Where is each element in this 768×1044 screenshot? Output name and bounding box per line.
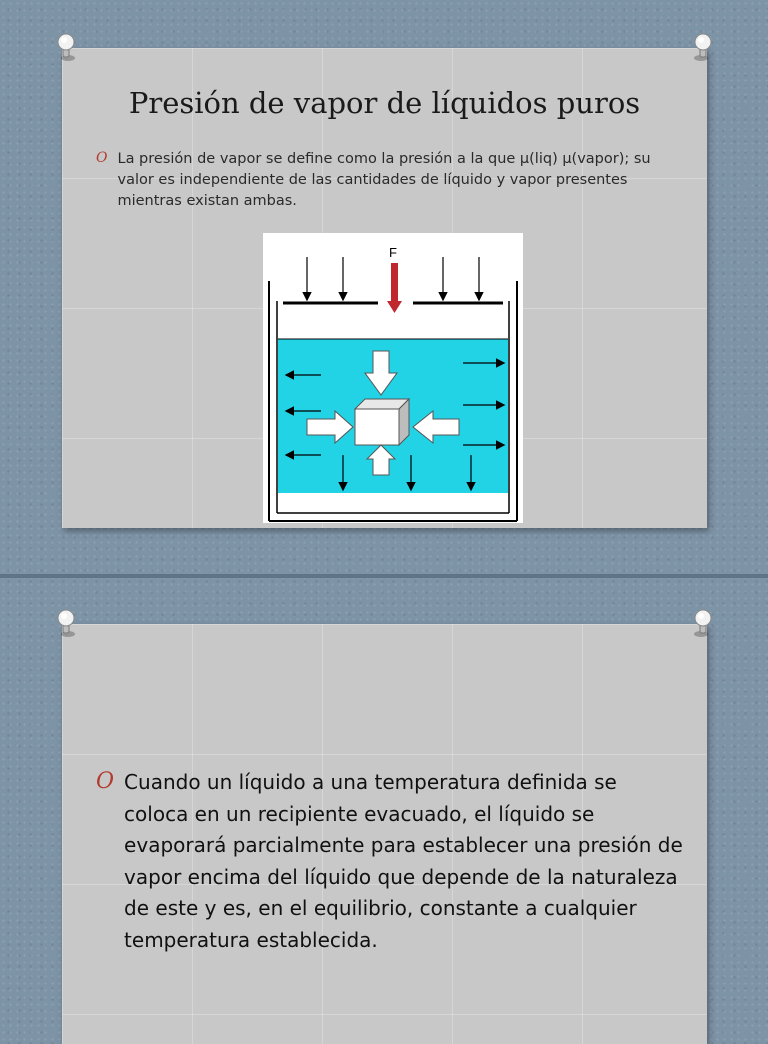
bullet-icon: O [96, 150, 108, 166]
piston-diagram-svg [263, 233, 523, 523]
slide-title: Presión de vapor de líquidos puros [128, 86, 641, 120]
slide-2 [62, 624, 707, 1044]
slide-separator [0, 574, 768, 578]
bullet-item [96, 767, 686, 956]
piston-diagram [263, 233, 523, 523]
cube-element [355, 399, 409, 445]
pushpin-icon [690, 32, 716, 64]
pushpin-icon [53, 32, 79, 64]
bullet-item [96, 149, 686, 212]
bullet-icon: O [96, 769, 115, 794]
force-label: F [389, 245, 397, 260]
pushpin-icon [690, 608, 716, 640]
force-arrow [387, 263, 402, 313]
pushpin-icon [53, 608, 79, 640]
bullet-text: Cuando un líquido a una temperatura definida se coloca en un recipiente evacuado, el líquido se evaporará parcialmente para establecer una presión de vapor encima del líquido que depende de la naturaleza de este y es, en el equilibrio, constante a cualquier temperatura establecida. [124, 770, 683, 952]
bullet-text: La presión de vapor se define como la presión a la que μ(liq) μ(vapor); su valor es independiente de las cantidades de líquido y vapor presentes mientras existan ambas. [117, 151, 651, 209]
slide-1 [62, 48, 707, 528]
